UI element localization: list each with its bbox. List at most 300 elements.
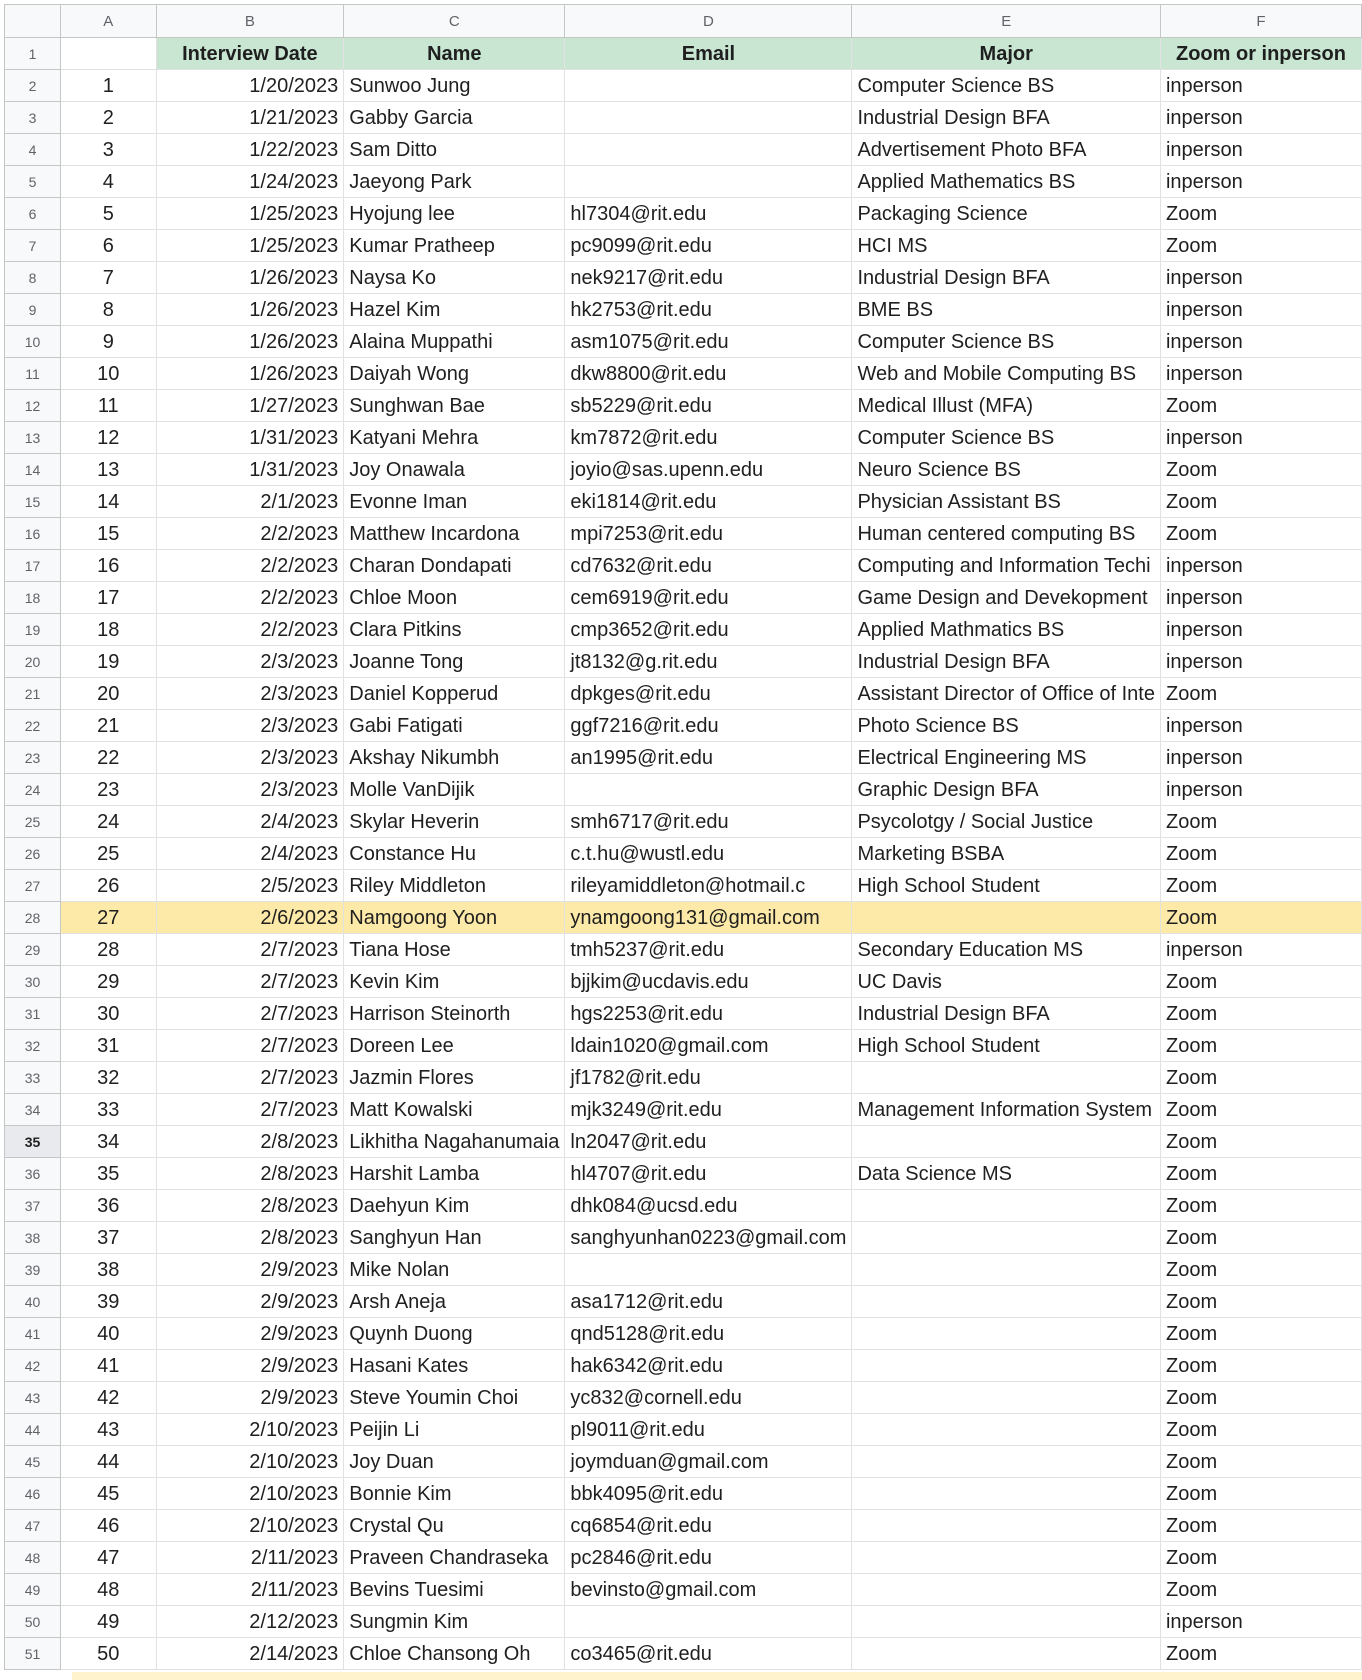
cell-mode[interactable]: Zoom: [1160, 1574, 1361, 1606]
cell-number[interactable]: 21: [61, 710, 156, 742]
cell-major[interactable]: Marketing BSBA: [852, 838, 1161, 870]
cell-name[interactable]: Mike Nolan: [344, 1254, 565, 1286]
cell-name[interactable]: Quynh Duong: [344, 1318, 565, 1350]
cell-name[interactable]: Akshay Nikumbh: [344, 742, 565, 774]
cell-interview-date[interactable]: 2/9/2023: [156, 1350, 344, 1382]
cell-email[interactable]: smh6717@rit.edu: [565, 806, 852, 838]
cell-mode[interactable]: Zoom: [1160, 390, 1361, 422]
cell-major[interactable]: High School Student: [852, 1030, 1161, 1062]
row-header[interactable]: 13: [5, 422, 61, 454]
cell-email[interactable]: ggf7216@rit.edu: [565, 710, 852, 742]
cell-email[interactable]: eki1814@rit.edu: [565, 486, 852, 518]
cell-name[interactable]: Daniel Kopperud: [344, 678, 565, 710]
cell-mode[interactable]: Zoom: [1160, 486, 1361, 518]
cell-name[interactable]: Naysa Ko: [344, 262, 565, 294]
cell-major[interactable]: Secondary Education MS: [852, 934, 1161, 966]
cell-major[interactable]: Medical Illust (MFA): [852, 390, 1161, 422]
cell-number[interactable]: 41: [61, 1350, 156, 1382]
cell-name[interactable]: Hyojung lee: [344, 198, 565, 230]
cell-number[interactable]: 3: [61, 134, 156, 166]
cell-major[interactable]: [852, 1350, 1161, 1382]
cell-number[interactable]: 28: [61, 934, 156, 966]
row-header[interactable]: 43: [5, 1382, 61, 1414]
cell-email[interactable]: sanghyunhan0223@gmail.com: [565, 1222, 852, 1254]
cell-name[interactable]: Riley Middleton: [344, 870, 565, 902]
cell-interview-date[interactable]: 2/3/2023: [156, 678, 344, 710]
cell-name[interactable]: Katyani Mehra: [344, 422, 565, 454]
cell-interview-date[interactable]: 1/25/2023: [156, 230, 344, 262]
cell-interview-date[interactable]: 2/3/2023: [156, 774, 344, 806]
cell-major[interactable]: [852, 1414, 1161, 1446]
cell-number[interactable]: 48: [61, 1574, 156, 1606]
cell-mode[interactable]: Zoom: [1160, 806, 1361, 838]
cell-interview-date[interactable]: 1/26/2023: [156, 358, 344, 390]
cell-name[interactable]: Bonnie Kim: [344, 1478, 565, 1510]
cell-interview-date[interactable]: 2/8/2023: [156, 1158, 344, 1190]
cell-interview-date[interactable]: 2/7/2023: [156, 966, 344, 998]
cell-mode[interactable]: inperson: [1160, 1606, 1361, 1638]
cell-interview-date[interactable]: 2/7/2023: [156, 934, 344, 966]
cell-number[interactable]: 12: [61, 422, 156, 454]
row-header[interactable]: 16: [5, 518, 61, 550]
cell-major[interactable]: Computing and Information Techi: [852, 550, 1161, 582]
cell-name[interactable]: Peijin Li: [344, 1414, 565, 1446]
cell-interview-date[interactable]: 1/25/2023: [156, 198, 344, 230]
cell-major[interactable]: Electrical Engineering MS: [852, 742, 1161, 774]
cell-number[interactable]: 32: [61, 1062, 156, 1094]
cell-email[interactable]: pc9099@rit.edu: [565, 230, 852, 262]
header-email[interactable]: Email: [565, 38, 852, 70]
cell-interview-date[interactable]: 2/9/2023: [156, 1382, 344, 1414]
cell-name[interactable]: Steve Youmin Choi: [344, 1382, 565, 1414]
row-header[interactable]: 5: [5, 166, 61, 198]
cell-number[interactable]: 14: [61, 486, 156, 518]
cell-major[interactable]: Graphic Design BFA: [852, 774, 1161, 806]
cell-number[interactable]: 22: [61, 742, 156, 774]
cell-number[interactable]: 30: [61, 998, 156, 1030]
cell-email[interactable]: co3465@rit.edu: [565, 1638, 852, 1670]
cell-name[interactable]: Harrison Steinorth: [344, 998, 565, 1030]
cell-number[interactable]: 49: [61, 1606, 156, 1638]
cell-mode[interactable]: inperson: [1160, 550, 1361, 582]
cell-number[interactable]: 24: [61, 806, 156, 838]
column-header-a[interactable]: A: [61, 5, 156, 38]
row-header[interactable]: 31: [5, 998, 61, 1030]
row-header[interactable]: 51: [5, 1638, 61, 1670]
cell-major[interactable]: Applied Mathmatics BS: [852, 614, 1161, 646]
cell-interview-date[interactable]: 2/3/2023: [156, 742, 344, 774]
cell-mode[interactable]: Zoom: [1160, 1542, 1361, 1574]
cell-mode[interactable]: inperson: [1160, 70, 1361, 102]
row-header[interactable]: 4: [5, 134, 61, 166]
cell-email[interactable]: hak6342@rit.edu: [565, 1350, 852, 1382]
row-header[interactable]: 26: [5, 838, 61, 870]
cell-mode[interactable]: inperson: [1160, 710, 1361, 742]
cell-mode[interactable]: Zoom: [1160, 518, 1361, 550]
cell-major[interactable]: Assistant Director of Office of Inte: [852, 678, 1161, 710]
row-header[interactable]: 27: [5, 870, 61, 902]
cell-major[interactable]: [852, 1222, 1161, 1254]
cell-email[interactable]: hgs2253@rit.edu: [565, 998, 852, 1030]
cell-interview-date[interactable]: 1/31/2023: [156, 454, 344, 486]
cell-interview-date[interactable]: 2/11/2023: [156, 1542, 344, 1574]
cell-major[interactable]: [852, 1254, 1161, 1286]
cell-number[interactable]: 38: [61, 1254, 156, 1286]
cell-interview-date[interactable]: 2/1/2023: [156, 486, 344, 518]
row-header[interactable]: 21: [5, 678, 61, 710]
cell-interview-date[interactable]: 2/5/2023: [156, 870, 344, 902]
cell-major[interactable]: [852, 1638, 1161, 1670]
select-all-corner[interactable]: [5, 5, 61, 38]
cell-interview-date[interactable]: 1/24/2023: [156, 166, 344, 198]
cell-email[interactable]: ldain1020@gmail.com: [565, 1030, 852, 1062]
cell-name[interactable]: Praveen Chandraseka: [344, 1542, 565, 1574]
cell-mode[interactable]: Zoom: [1160, 838, 1361, 870]
cell-name[interactable]: Clara Pitkins: [344, 614, 565, 646]
cell-interview-date[interactable]: 2/8/2023: [156, 1222, 344, 1254]
cell-mode[interactable]: Zoom: [1160, 1190, 1361, 1222]
cell-email[interactable]: mjk3249@rit.edu: [565, 1094, 852, 1126]
row-header[interactable]: 22: [5, 710, 61, 742]
cell-major[interactable]: [852, 1510, 1161, 1542]
cell-name[interactable]: Joy Duan: [344, 1446, 565, 1478]
cell-number[interactable]: 50: [61, 1638, 156, 1670]
cell-number[interactable]: 29: [61, 966, 156, 998]
cell-interview-date[interactable]: 1/22/2023: [156, 134, 344, 166]
cell-mode[interactable]: Zoom: [1160, 1446, 1361, 1478]
cell-interview-date[interactable]: 2/14/2023: [156, 1638, 344, 1670]
header-major[interactable]: Major: [852, 38, 1161, 70]
cell-major[interactable]: Neuro Science BS: [852, 454, 1161, 486]
cell-email[interactable]: [565, 70, 852, 102]
cell-number[interactable]: 2: [61, 102, 156, 134]
cell-email[interactable]: cem6919@rit.edu: [565, 582, 852, 614]
cell-email[interactable]: sb5229@rit.edu: [565, 390, 852, 422]
cell-mode[interactable]: Zoom: [1160, 198, 1361, 230]
row-header[interactable]: 9: [5, 294, 61, 326]
cell-name[interactable]: Sunwoo Jung: [344, 70, 565, 102]
cell-mode[interactable]: inperson: [1160, 934, 1361, 966]
cell-email[interactable]: qnd5128@rit.edu: [565, 1318, 852, 1350]
cell-email[interactable]: joymduan@gmail.com: [565, 1446, 852, 1478]
cell-email[interactable]: dpkges@rit.edu: [565, 678, 852, 710]
row-header[interactable]: 6: [5, 198, 61, 230]
cell-name[interactable]: Sam Ditto: [344, 134, 565, 166]
cell-interview-date[interactable]: 2/10/2023: [156, 1478, 344, 1510]
cell-name[interactable]: Skylar Heverin: [344, 806, 565, 838]
cell-major[interactable]: Advertisement Photo BFA: [852, 134, 1161, 166]
cell-name[interactable]: Matt Kowalski: [344, 1094, 565, 1126]
cell-major[interactable]: [852, 1126, 1161, 1158]
cell-interview-date[interactable]: 2/2/2023: [156, 614, 344, 646]
cell-name[interactable]: Joanne Tong: [344, 646, 565, 678]
row-header[interactable]: 14: [5, 454, 61, 486]
header-mode[interactable]: Zoom or inperson: [1160, 38, 1361, 70]
cell-number[interactable]: 36: [61, 1190, 156, 1222]
cell-major[interactable]: Computer Science BS: [852, 326, 1161, 358]
cell-name[interactable]: Daehyun Kim: [344, 1190, 565, 1222]
cell-mode[interactable]: inperson: [1160, 742, 1361, 774]
cell-interview-date[interactable]: 1/27/2023: [156, 390, 344, 422]
cell-interview-date[interactable]: 1/26/2023: [156, 326, 344, 358]
row-header[interactable]: 11: [5, 358, 61, 390]
row-header[interactable]: 33: [5, 1062, 61, 1094]
cell-name[interactable]: Jaeyong Park: [344, 166, 565, 198]
cell-interview-date[interactable]: 2/9/2023: [156, 1318, 344, 1350]
row-header[interactable]: 44: [5, 1414, 61, 1446]
cell-email[interactable]: jt8132@g.rit.edu: [565, 646, 852, 678]
cell-number[interactable]: 5: [61, 198, 156, 230]
cell-email[interactable]: [565, 102, 852, 134]
column-header-b[interactable]: B: [156, 5, 344, 38]
row-header[interactable]: 25: [5, 806, 61, 838]
cell-major[interactable]: Data Science MS: [852, 1158, 1161, 1190]
cell-email[interactable]: [565, 166, 852, 198]
cell-mode[interactable]: Zoom: [1160, 998, 1361, 1030]
cell-number[interactable]: 19: [61, 646, 156, 678]
cell-number[interactable]: 46: [61, 1510, 156, 1542]
cell-interview-date[interactable]: 2/3/2023: [156, 710, 344, 742]
cell-number[interactable]: 27: [61, 902, 156, 934]
cell-email[interactable]: yc832@cornell.edu: [565, 1382, 852, 1414]
cell-major[interactable]: Web and Mobile Computing BS: [852, 358, 1161, 390]
cell-mode[interactable]: inperson: [1160, 614, 1361, 646]
cell-name[interactable]: Evonne Iman: [344, 486, 565, 518]
row-header[interactable]: 10: [5, 326, 61, 358]
cell-mode[interactable]: inperson: [1160, 358, 1361, 390]
cell-major[interactable]: High School Student: [852, 870, 1161, 902]
cell-name[interactable]: Charan Dondapati: [344, 550, 565, 582]
cell-interview-date[interactable]: 1/21/2023: [156, 102, 344, 134]
row-header[interactable]: 17: [5, 550, 61, 582]
cell-number[interactable]: 47: [61, 1542, 156, 1574]
row-header[interactable]: 49: [5, 1574, 61, 1606]
cell-email[interactable]: hl7304@rit.edu: [565, 198, 852, 230]
cell-name[interactable]: Namgoong Yoon: [344, 902, 565, 934]
row-header[interactable]: 50: [5, 1606, 61, 1638]
cell-number[interactable]: 7: [61, 262, 156, 294]
cell-mode[interactable]: Zoom: [1160, 454, 1361, 486]
header-interview-date[interactable]: Interview Date: [156, 38, 344, 70]
cell-major[interactable]: Computer Science BS: [852, 70, 1161, 102]
row-header[interactable]: 8: [5, 262, 61, 294]
cell-major[interactable]: Game Design and Devekopment: [852, 582, 1161, 614]
cell-number[interactable]: 34: [61, 1126, 156, 1158]
row-header[interactable]: 12: [5, 390, 61, 422]
cell-major[interactable]: [852, 902, 1161, 934]
cell-mode[interactable]: Zoom: [1160, 1158, 1361, 1190]
row-header[interactable]: 48: [5, 1542, 61, 1574]
cell-number[interactable]: 45: [61, 1478, 156, 1510]
column-header-c[interactable]: C: [344, 5, 565, 38]
cell-number[interactable]: 16: [61, 550, 156, 582]
cell-email[interactable]: tmh5237@rit.edu: [565, 934, 852, 966]
cell-interview-date[interactable]: 2/10/2023: [156, 1510, 344, 1542]
cell-number[interactable]: 15: [61, 518, 156, 550]
cell-number[interactable]: 43: [61, 1414, 156, 1446]
cell-mode[interactable]: Zoom: [1160, 1510, 1361, 1542]
cell-interview-date[interactable]: 2/7/2023: [156, 998, 344, 1030]
cell-mode[interactable]: Zoom: [1160, 678, 1361, 710]
row-header[interactable]: 47: [5, 1510, 61, 1542]
row-header[interactable]: 28: [5, 902, 61, 934]
row-header[interactable]: 2: [5, 70, 61, 102]
cell-number[interactable]: 11: [61, 390, 156, 422]
cell-major[interactable]: [852, 1574, 1161, 1606]
cell-interview-date[interactable]: 1/26/2023: [156, 294, 344, 326]
cell-mode[interactable]: inperson: [1160, 422, 1361, 454]
cell-name[interactable]: Chloe Moon: [344, 582, 565, 614]
cell-major[interactable]: Applied Mathematics BS: [852, 166, 1161, 198]
cell-major[interactable]: Industrial Design BFA: [852, 262, 1161, 294]
cell-interview-date[interactable]: 2/11/2023: [156, 1574, 344, 1606]
cell-number[interactable]: 26: [61, 870, 156, 902]
column-header-e[interactable]: E: [852, 5, 1161, 38]
row-header[interactable]: 35: [5, 1126, 61, 1158]
cell-interview-date[interactable]: 2/8/2023: [156, 1190, 344, 1222]
cell-email[interactable]: pc2846@rit.edu: [565, 1542, 852, 1574]
cell-name[interactable]: Sunghwan Bae: [344, 390, 565, 422]
cell-interview-date[interactable]: 2/7/2023: [156, 1094, 344, 1126]
cell-interview-date[interactable]: 2/2/2023: [156, 582, 344, 614]
column-header-f[interactable]: F: [1160, 5, 1361, 38]
cell-mode[interactable]: Zoom: [1160, 1382, 1361, 1414]
cell-name[interactable]: Chloe Chansong Oh: [344, 1638, 565, 1670]
cell-major[interactable]: Industrial Design BFA: [852, 102, 1161, 134]
row-header[interactable]: 29: [5, 934, 61, 966]
cell-name[interactable]: Crystal Qu: [344, 1510, 565, 1542]
cell-email[interactable]: joyio@sas.upenn.edu: [565, 454, 852, 486]
cell-number[interactable]: 35: [61, 1158, 156, 1190]
header-name[interactable]: Name: [344, 38, 565, 70]
cell-major[interactable]: Human centered computing BS: [852, 518, 1161, 550]
cell-interview-date[interactable]: 2/9/2023: [156, 1254, 344, 1286]
cell-number[interactable]: 23: [61, 774, 156, 806]
cell-name[interactable]: Jazmin Flores: [344, 1062, 565, 1094]
cell-mode[interactable]: Zoom: [1160, 870, 1361, 902]
cell-interview-date[interactable]: 2/3/2023: [156, 646, 344, 678]
cell-name[interactable]: Doreen Lee: [344, 1030, 565, 1062]
cell-major[interactable]: HCI MS: [852, 230, 1161, 262]
cell-interview-date[interactable]: 2/10/2023: [156, 1414, 344, 1446]
cell-interview-date[interactable]: 2/2/2023: [156, 518, 344, 550]
cell-email[interactable]: bevinsto@gmail.com: [565, 1574, 852, 1606]
cell-interview-date[interactable]: 2/9/2023: [156, 1286, 344, 1318]
cell-email[interactable]: km7872@rit.edu: [565, 422, 852, 454]
cell-number[interactable]: 4: [61, 166, 156, 198]
cell-name[interactable]: Arsh Aneja: [344, 1286, 565, 1318]
cell-email[interactable]: cmp3652@rit.edu: [565, 614, 852, 646]
cell-mode[interactable]: inperson: [1160, 166, 1361, 198]
cell-number[interactable]: 18: [61, 614, 156, 646]
cell-number[interactable]: 40: [61, 1318, 156, 1350]
cell-mode[interactable]: inperson: [1160, 294, 1361, 326]
cell-number[interactable]: 8: [61, 294, 156, 326]
row-header[interactable]: 45: [5, 1446, 61, 1478]
row-header[interactable]: 1: [5, 38, 61, 70]
cell-email[interactable]: [565, 134, 852, 166]
cell-major[interactable]: BME BS: [852, 294, 1161, 326]
cell-email[interactable]: hl4707@rit.edu: [565, 1158, 852, 1190]
cell-email[interactable]: ln2047@rit.edu: [565, 1126, 852, 1158]
cell-name[interactable]: Molle VanDijik: [344, 774, 565, 806]
cell-major[interactable]: [852, 1382, 1161, 1414]
cell-number[interactable]: 13: [61, 454, 156, 486]
cell-mode[interactable]: Zoom: [1160, 1062, 1361, 1094]
cell-email[interactable]: cd7632@rit.edu: [565, 550, 852, 582]
cell-mode[interactable]: Zoom: [1160, 1030, 1361, 1062]
cell-major[interactable]: [852, 1542, 1161, 1574]
row-header[interactable]: 32: [5, 1030, 61, 1062]
cell-mode[interactable]: Zoom: [1160, 1318, 1361, 1350]
cell-major[interactable]: [852, 1062, 1161, 1094]
cell-name[interactable]: Matthew Incardona: [344, 518, 565, 550]
cell-mode[interactable]: Zoom: [1160, 902, 1361, 934]
cell-number[interactable]: 9: [61, 326, 156, 358]
cell-major[interactable]: [852, 1286, 1161, 1318]
cell-major[interactable]: Industrial Design BFA: [852, 646, 1161, 678]
cell-email[interactable]: pl9011@rit.edu: [565, 1414, 852, 1446]
cell-number[interactable]: 1: [61, 70, 156, 102]
cell-interview-date[interactable]: 2/4/2023: [156, 838, 344, 870]
row-header[interactable]: 20: [5, 646, 61, 678]
cell-interview-date[interactable]: 2/12/2023: [156, 1606, 344, 1638]
cell-name[interactable]: Sungmin Kim: [344, 1606, 565, 1638]
cell-interview-date[interactable]: 2/2/2023: [156, 550, 344, 582]
cell-mode[interactable]: Zoom: [1160, 1638, 1361, 1670]
cell-email[interactable]: asa1712@rit.edu: [565, 1286, 852, 1318]
cell-major[interactable]: Physician Assistant BS: [852, 486, 1161, 518]
cell-mode[interactable]: inperson: [1160, 326, 1361, 358]
row-header[interactable]: 19: [5, 614, 61, 646]
row-header[interactable]: 39: [5, 1254, 61, 1286]
cell-number[interactable]: 6: [61, 230, 156, 262]
row-header[interactable]: 7: [5, 230, 61, 262]
cell-email[interactable]: mpi7253@rit.edu: [565, 518, 852, 550]
cell-name[interactable]: Bevins Tuesimi: [344, 1574, 565, 1606]
cell-number[interactable]: 39: [61, 1286, 156, 1318]
cell-email[interactable]: [565, 1606, 852, 1638]
cell-number[interactable]: 44: [61, 1446, 156, 1478]
cell-mode[interactable]: Zoom: [1160, 1094, 1361, 1126]
row-header[interactable]: 23: [5, 742, 61, 774]
row-header[interactable]: 36: [5, 1158, 61, 1190]
cell-major[interactable]: Psycolotgy / Social Justice: [852, 806, 1161, 838]
cell-mode[interactable]: Zoom: [1160, 1286, 1361, 1318]
cell-interview-date[interactable]: 2/10/2023: [156, 1446, 344, 1478]
cell-email[interactable]: bjjkim@ucdavis.edu: [565, 966, 852, 998]
cell-number[interactable]: 42: [61, 1382, 156, 1414]
cell-interview-date[interactable]: 2/4/2023: [156, 806, 344, 838]
cell-name[interactable]: Harshit Lamba: [344, 1158, 565, 1190]
row-header[interactable]: 42: [5, 1350, 61, 1382]
row-header[interactable]: 24: [5, 774, 61, 806]
cell-name[interactable]: Constance Hu: [344, 838, 565, 870]
cell-interview-date[interactable]: 2/8/2023: [156, 1126, 344, 1158]
cell-number[interactable]: 33: [61, 1094, 156, 1126]
cell-mode[interactable]: inperson: [1160, 262, 1361, 294]
cell-number[interactable]: 25: [61, 838, 156, 870]
cell-major[interactable]: [852, 1478, 1161, 1510]
cell-interview-date[interactable]: 2/6/2023: [156, 902, 344, 934]
cell-name[interactable]: Kumar Pratheep: [344, 230, 565, 262]
cell-name[interactable]: Gabi Fatigati: [344, 710, 565, 742]
cell-email[interactable]: nek9217@rit.edu: [565, 262, 852, 294]
row-header[interactable]: 40: [5, 1286, 61, 1318]
cell-interview-date[interactable]: 1/26/2023: [156, 262, 344, 294]
cell-name[interactable]: Joy Onawala: [344, 454, 565, 486]
cell-number[interactable]: 20: [61, 678, 156, 710]
